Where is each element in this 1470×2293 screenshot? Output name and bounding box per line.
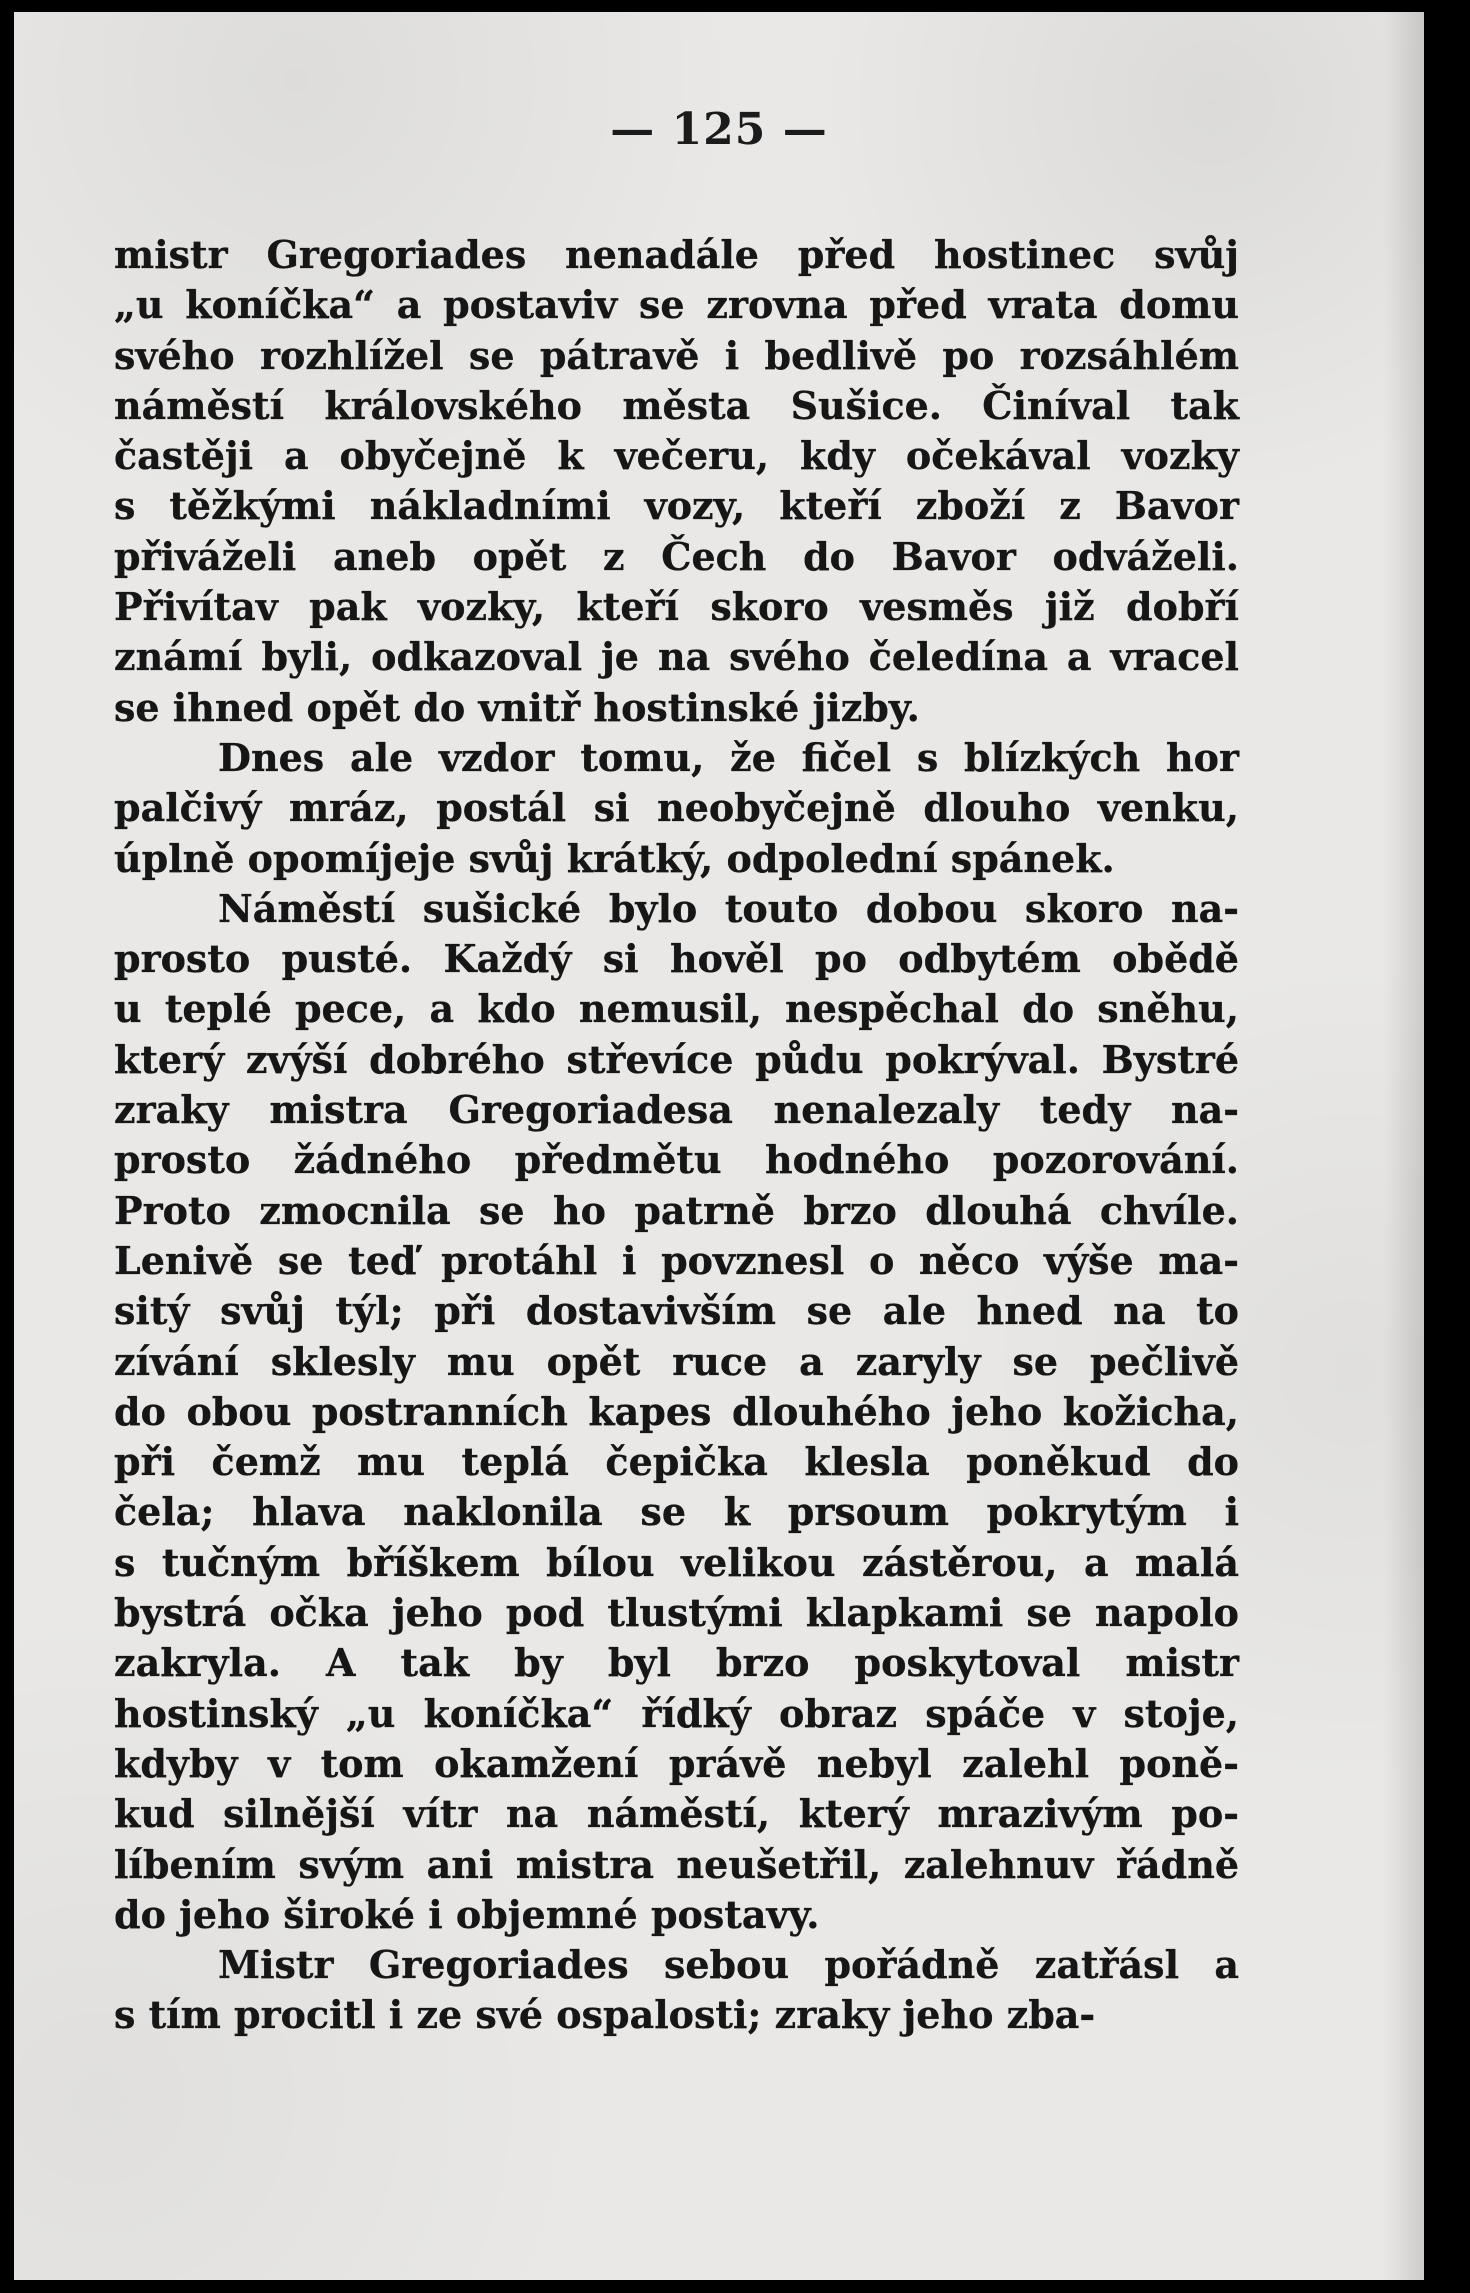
page-shadow [1384,12,1424,2280]
text-line: zakryla. A tak by byl brzo poskytoval mistr [114,1640,1239,1686]
text-line: náměstí královského města Sušice. Činíval tak [114,382,1239,428]
text-line: líbením svým ani mistra neušetřil, zalehnuv řádně [114,1841,1239,1887]
text-line: přiváželi aneb opět z Čech do Bavor odváželi. [114,533,1239,579]
paragraph [114,733,1239,884]
text-line: do jeho široké i objemné postavy. [114,1891,820,1937]
text-line: se ihned opět do vnitř hostinské jizby. [114,684,920,730]
text-line: zívání sklesly mu opět ruce a zaryly se pečlivě [114,1338,1239,1384]
text-line: bystrá očka jeho pod tlustými klapkami se napolo [114,1590,1239,1636]
text-line: „u koníčka“ a postaviv se zrovna před vrata domu [114,282,1239,328]
text-line: hostinský „u koníčka“ řídký obraz spáče v stoje, [114,1690,1239,1736]
text-line: prosto žádného předmětu hodného pozorování. [114,1137,1239,1183]
text-line: Lenivě se teď protáhl i povznesl o něco výše ma- [114,1237,1239,1283]
text-line: u teplé pece, a kdo nemusil, nespěchal do sněhu, [114,986,1239,1032]
text-line: častěji a obyčejně k večeru, kdy očekával vozky [114,433,1239,479]
text-line: prosto pusté. Každý si hověl po odbytém obědě [114,936,1239,982]
body-text [114,230,1239,2041]
text-line: známí byli, odkazoval je na svého čeledína a vracel [114,634,1239,680]
paragraph [114,884,1239,1940]
text-line: čela; hlava naklonila se k prsoum pokrytým i [114,1489,1239,1535]
text-line: při čemž mu teplá čepička klesla poněkud do [114,1439,1239,1485]
text-line: Dnes ale vzdor tomu, že fičel s blízkých hor [218,734,1239,780]
text-line: Přivítav pak vozky, kteří skoro vesměs již dobří [114,584,1239,630]
text-line: který zvýší dobrého střevíce půdu pokrýval. Bystré [114,1036,1239,1082]
text-line: kdyby v tom okamžení právě nebyl zalehl poně- [114,1740,1239,1786]
text-line: do obou postranních kapes dlouhého jeho kožicha, [114,1388,1239,1434]
text-line: Mistr Gregoriades sebou pořádně zatřásl a [218,1942,1239,1988]
text-line: svého rozhlížel se pátravě i bedlivě po rozsáhlém [114,332,1239,378]
paragraph [114,1940,1239,2041]
text-line: s tučným bříškem bílou velikou zástěrou, a malá [114,1539,1239,1585]
text-line: s tím procitl i ze své ospalosti; zraky jeho zba- [114,1992,1096,2038]
text-line: Proto zmocnila se ho patrně brzo dlouhá chvíle. [114,1187,1239,1233]
text-line: úplně opomíjeje svůj krátký, odpolední spánek. [114,835,1115,881]
book-page [14,12,1424,2280]
paragraph [114,230,1239,733]
text-line: palčivý mráz, postál si neobyčejně dlouho venku, [114,785,1239,831]
text-line: mistr Gregoriades nenadále před hostinec svůj [114,232,1239,277]
text-line: Náměstí sušické bylo touto dobou skoro na- [218,885,1239,931]
text-line: kud silnější vítr na náměstí, který mrazivým po- [114,1791,1239,1837]
text-line: sitý svůj týl; při dostavivším se ale hned na to [114,1288,1239,1334]
page-number: — 125 — [610,104,828,155]
text-line: s těžkými nákladními vozy, kteří zboží z Bavor [114,483,1239,529]
text-line: zraky mistra Gregoriadesa nenalezaly tedy na- [114,1087,1239,1133]
